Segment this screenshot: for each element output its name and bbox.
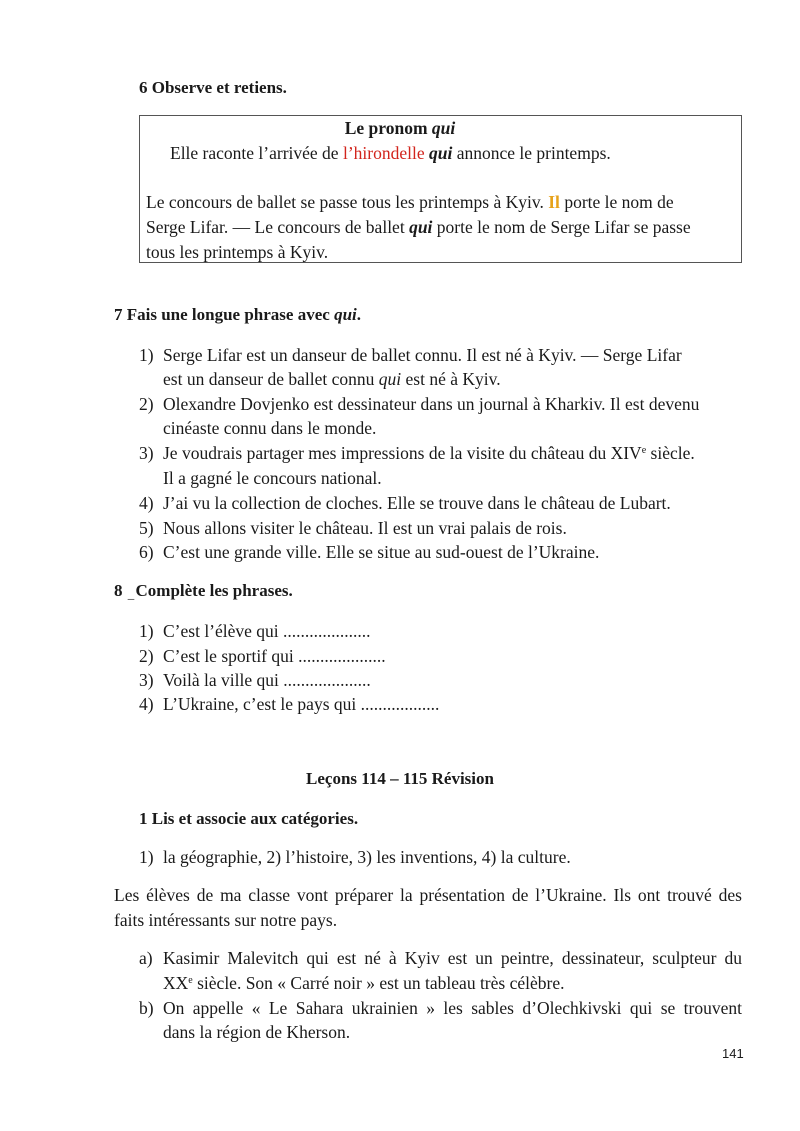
list-number: 4): [139, 493, 154, 513]
list-item-line: est un danseur de ballet connu qui est né à Kyiv.: [163, 369, 501, 389]
list-number: 2): [139, 394, 154, 414]
list-number: 6): [139, 542, 154, 562]
list-number: 1): [139, 621, 154, 641]
exercise-8-title: 8 _Complète les phrases.: [114, 581, 293, 601]
list-item-line: Serge Lifar est un danseur de ballet connu. Il est né à Kyiv. — Serge Lifar: [163, 345, 682, 365]
list-number: 2): [139, 646, 154, 666]
rule-example-2-line-2: Serge Lifar. — Le concours de ballet qui porte le nom de Serge Lifar se passe: [146, 217, 691, 237]
list-item-line: cinéaste connu dans le monde.: [163, 418, 377, 438]
list-item-line: Je voudrais partager mes impressions de la visite du château du XIVe siècle.: [163, 443, 695, 463]
list-number: 1): [139, 345, 154, 365]
list-number: 3): [139, 670, 154, 690]
fill-in-sentence: C’est l’élève qui ....................: [163, 621, 371, 641]
categories-list: la géographie, 2) l’histoire, 3) les inventions, 4) la culture.: [163, 847, 571, 867]
page-number: 141: [722, 1046, 744, 1061]
fact-b-line-1: On appelle « Le Sahara ukrainien » les sables d’Olechkivski qui se trouvent: [163, 998, 742, 1018]
rule-example-1: Elle raconte l’arrivée de l’hirondelle qui annonce le printemps.: [170, 143, 611, 163]
fact-b-line-2: dans la région de Kherson.: [163, 1022, 351, 1042]
list-number: 1): [139, 847, 154, 867]
revision-exercise-1-title: 1 Lis et associe aux catégories.: [139, 809, 359, 828]
exercise-7-title: 7 Fais une longue phrase avec qui.: [114, 305, 361, 324]
list-number: 5): [139, 518, 154, 538]
fact-a-line-1: Kasimir Malevitch qui est né à Kyiv est un peintre, dessinateur, sculpteur du: [163, 948, 742, 968]
list-number: 4): [139, 694, 154, 714]
list-letter: b): [139, 998, 154, 1018]
rule-example-2-line-3: tous les printemps à Kyiv.: [146, 242, 329, 262]
rule-example-2-line-1: Le concours de ballet se passe tous les printemps à Kyiv. Il porte le nom de: [146, 192, 674, 212]
rule-box-title: Le pronom qui: [344, 118, 456, 138]
exercise-6-title: 6 Observe et retiens.: [139, 78, 287, 97]
fill-in-sentence: L’Ukraine, c’est le pays qui ..................: [163, 694, 440, 714]
list-item-line: Il a gagné le concours national.: [163, 468, 382, 488]
list-number: 3): [139, 443, 154, 463]
intro-paragraph-line-2: faits intéressants sur notre pays.: [114, 910, 338, 930]
list-item-line: Nous allons visiter le château. Il est un vrai palais de rois.: [163, 518, 567, 538]
list-item-line: J’ai vu la collection de cloches. Elle se trouve dans le château de Lubart.: [163, 493, 671, 513]
fill-in-sentence: Voilà la ville qui ....................: [163, 670, 371, 690]
list-item-line: C’est une grande ville. Elle se situe au sud-ouest de l’Ukraine.: [163, 542, 600, 562]
intro-paragraph-line-1: Les élèves de ma classe vont préparer la présentation de l’Ukraine. Ils ont trouvé des: [114, 885, 742, 905]
fill-in-sentence: C’est le sportif qui ....................: [163, 646, 386, 666]
fact-a-line-2: XXe siècle. Son « Carré noir » est un tableau très célèbre.: [163, 973, 565, 993]
list-letter: a): [139, 948, 153, 968]
list-item-line: Olexandre Dovjenko est dessinateur dans un journal à Kharkiv. Il est devenu: [163, 394, 700, 414]
lesson-title: Leçons 114 – 115 Révision: [306, 769, 494, 788]
